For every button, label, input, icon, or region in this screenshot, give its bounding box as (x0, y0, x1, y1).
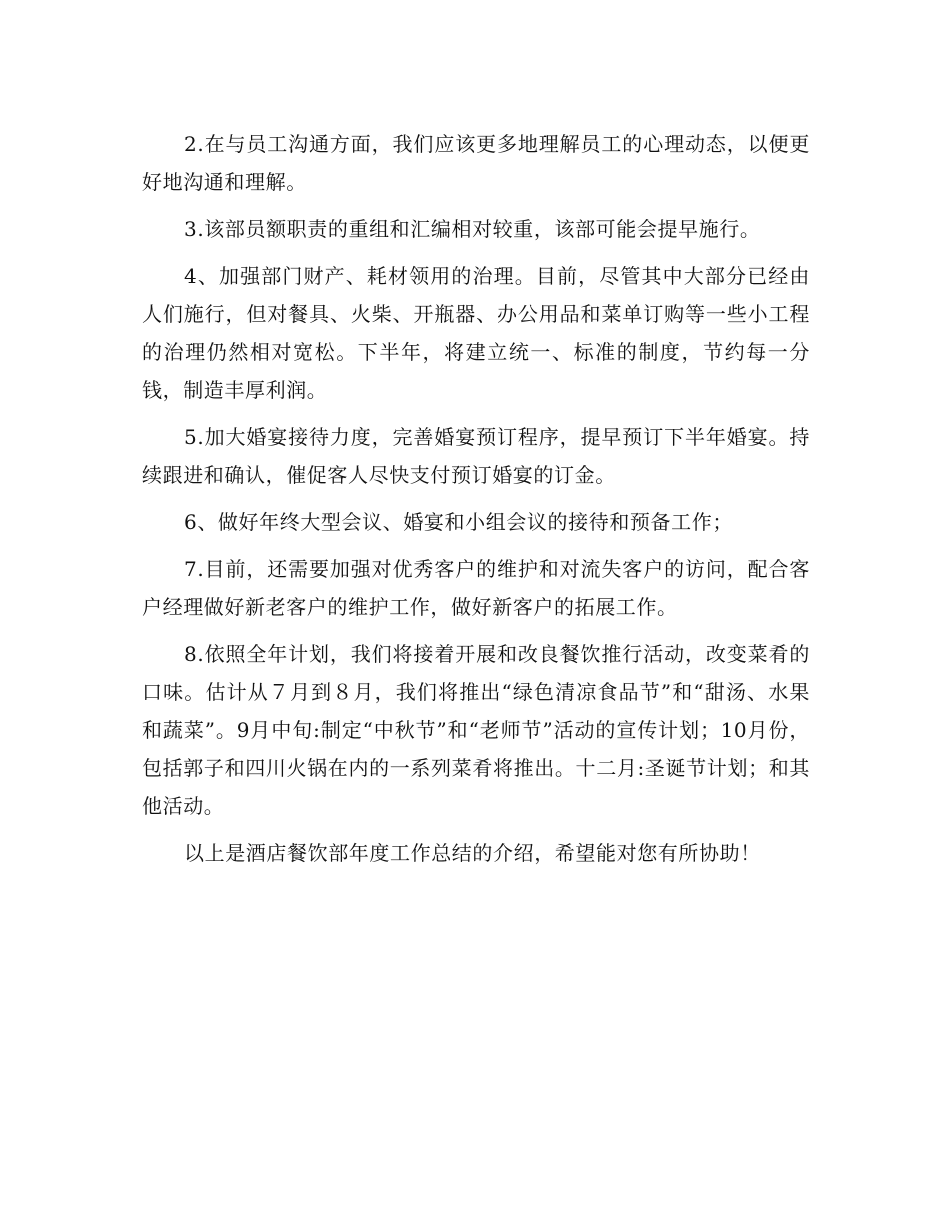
paragraph-item-4: 4、加强部门财产、耗材领用的治理。目前，尽管其中大部分已经由人们施行，但对餐具、火柴、开瓶器、办公用品和菜单订购等一些小工程的治理仍然相对宽松。下半年，将建立统一、标准的制度，节约每一分钱，制造丰厚利润。 (142, 264, 810, 402)
paragraph-item-2: 2.在与员工沟通方面，我们应该更多地理解员工的心理动态，以便更好地沟通和理解。 (142, 132, 810, 194)
document-body (142, 125, 810, 881)
paragraph-item-6: 6、做好年终大型会议、婚宴和小组会议的接待和预备工作； (184, 510, 733, 534)
paragraph-item-3: 3.该部员额职责的重组和汇编相对较重，该部可能会提早施行。 (184, 217, 761, 241)
paragraph-item-7: 7.目前，还需要加强对优秀客户的维护和对流失客户的访问，配合客户经理做好新老客户的维护工作，做好新客户的拓展工作。 (142, 557, 810, 619)
paragraph-item-8: 8.依照全年计划，我们将接着开展和改良餐饮推行活动，改变菜肴的口味。估计从７月到８月，我们将推出“绿色清凉食品节”和“甜汤、水果和蔬菜”。9月中旬:制定“中秋节”和“老师节”活动的宣传计划；10月份，包括郭子和四川火锅在内的一系列菜肴将推出。十二月:圣诞节计划；和其他活动。 (142, 642, 810, 818)
closing-paragraph: 以上是酒店餐饮部年度工作总结的介绍，希望能对您有所协助！ (184, 841, 761, 865)
paragraph-item-5: 5.加大婚宴接待力度，完善婚宴预订程序，提早预订下半年婚宴。持续跟进和确认，催促客人尽快支付预订婚宴的订金。 (142, 425, 810, 487)
